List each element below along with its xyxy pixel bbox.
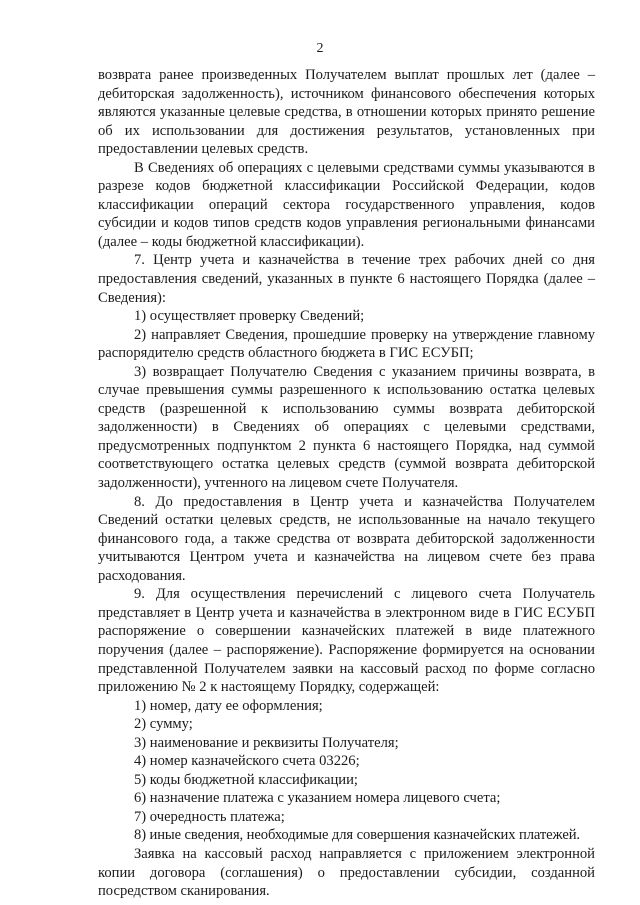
paragraph-operations-info: В Сведениях об операциях с целевыми средствами суммы указываются в разрезе кодов бюджетной классификации Российской Федерации, кодов классификации операций сектора государственного управления, кодов субсидии и кодов типов средств кодов управления региональными финансами (далее – коды бюджетной классификации). [98, 159, 595, 250]
paragraph-item-9: 9. Для осуществления перечислений с лицевого счета Получатель представляет в Центр учета и казначейства в электронном виде в ГИС ЕСУБП распоряжение о совершении казначейских платежей в виде платежного поручения (далее – распоряжение). Распоряжение формируется на основании представленной Получателем заявки на кассовый расход по форме согласно приложению № 2 к настоящему Порядку, содержащей: [98, 586, 595, 696]
list-item-9-8: 8) иные сведения, необходимые для совершения казначейских платежей. [134, 827, 580, 844]
paragraph-continuation: возврата ранее произведенных Получателем выплат прошлых лет (далее – дебиторская задолженность), источником финансового обеспечения которых являются указанные целевые средства, в отношении которых принято решение об их использовании для достижения результатов, установленных при предоставлении целевых средств. [98, 67, 595, 158]
list-item-9-7: 7) очередность платежа; [134, 808, 285, 825]
list-item-9-1: 1) номер, дату ее оформления; [134, 697, 323, 714]
document-body [98, 66, 595, 901]
list-item-7-1: 1) осуществляет проверку Сведений; [134, 308, 365, 325]
paragraph-item-8: 8. До предоставления в Центр учета и казначейства Получателем Сведений остатки целевых средств, не использованные на начало текущего финансового года, а также средства от возврата дебиторской задолженности учитываются Центром учета и казначейства на лицевом счете без права расходования. [98, 493, 595, 584]
paragraph-cash-request: Заявка на кассовый расход направляется с приложением электронной копии договора (соглашения) о предоставлении субсидии, созданной посредством сканирования. [98, 845, 595, 900]
list-item-9-4: 4) номер казначейского счета 03226; [134, 753, 360, 770]
list-item-9-2: 2) сумму; [134, 716, 193, 733]
paragraph-item-7: 7. Центр учета и казначейства в течение трех рабочих дней со дня предоставления сведений, указанных в пункте 6 настоящего Порядка (далее – Сведения): [98, 252, 595, 306]
list-item-9-3: 3) наименование и реквизиты Получателя; [134, 734, 399, 751]
list-item-7-2: 2) направляет Сведения, прошедшие проверку на утверждение главному распорядителю средств областного бюджета в ГИС ЕСУБП; [98, 326, 595, 362]
page-number: 2 [316, 41, 324, 56]
list-item-9-5: 5) коды бюджетной классификации; [134, 771, 358, 788]
list-item-7-3: 3) возвращает Получателю Сведения с указанием причины возврата, в случае превышения суммы разрешенного к использованию остатка целевых средств (разрешенной к использованию суммы возврата дебиторской задолженности) в Сведениях об операциях с целевыми средствами, предусмотренных подпунктом 2 пункта 6 настоящего Порядка, над суммой соответствующего остатка целевых средств (суммой возврата дебиторской задолженности), учтенного на лицевом счете Получателя. [98, 363, 595, 492]
list-item-9-6: 6) назначение платежа с указанием номера лицевого счета; [134, 790, 501, 807]
